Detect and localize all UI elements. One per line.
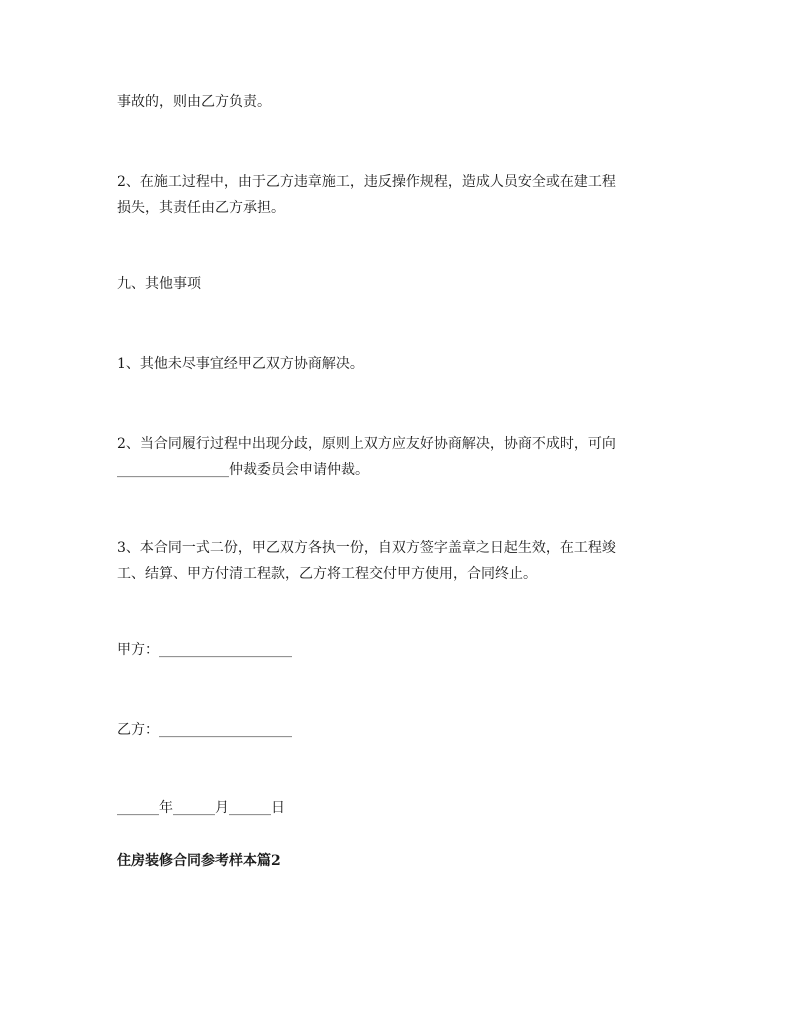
paragraph-text: 1、其他未尽事宜经甲乙双方协商解决。 xyxy=(117,356,364,372)
paragraph-text: 2、在施工过程中，由于乙方违章施工，违反操作规程，造成人员安全或在建工程 xyxy=(117,174,616,190)
paragraph-text: 工、结算、甲方付清工程款，乙方将工程交付甲方使用，合同终止。 xyxy=(117,566,537,582)
paragraph-text: 2、当合同履行过程中出现分歧，原则上双方应友好协商解决，协商不成时，可向 xyxy=(117,436,616,452)
section-heading: 九、其他事项 xyxy=(117,276,201,292)
paragraph-text: 损失，其责任由乙方承担。 xyxy=(117,200,285,216)
party-a-signature-line: 甲方：___________________ xyxy=(117,642,292,658)
paragraph-text: ________________仲裁委员会申请仲裁。 xyxy=(117,462,369,478)
party-b-signature-line: 乙方：___________________ xyxy=(117,722,292,738)
section-title: 住房装修合同参考样本篇2 xyxy=(117,853,281,869)
paragraph-text: 事故的，则由乙方负责。 xyxy=(117,94,271,110)
date-line: ______年______月______日 xyxy=(117,800,285,816)
paragraph-text: 3、本合同一式二份，甲乙双方各执一份，自双方签字盖章之日起生效，在工程竣 xyxy=(117,540,616,556)
